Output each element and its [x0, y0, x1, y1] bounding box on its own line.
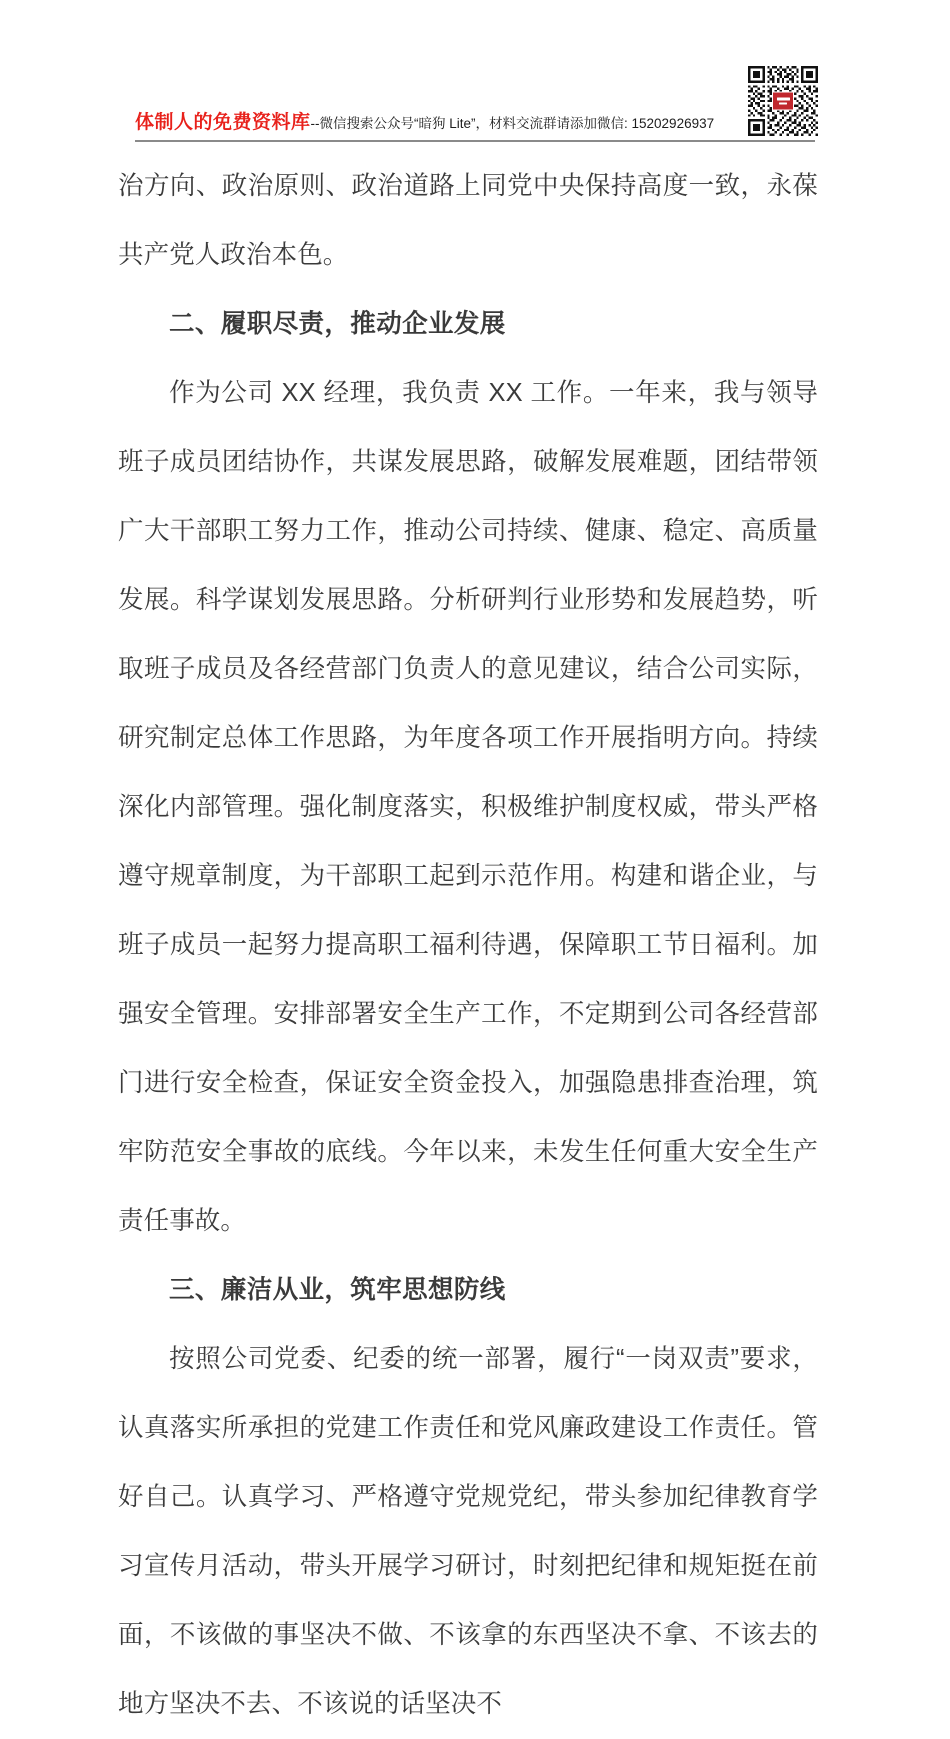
- section-heading-three: 三、廉洁从业，筑牢思想防线: [169, 1276, 506, 1304]
- section-two-paragraph: 作为公司 XX 经理，我负责 XX 工作。一年来，我与领导班子成员团结协作，共谋发展思路，破解发展难题，团结带领广大干部职工努力工作，推动公司持续、健康、稳定、高质量发展。科学谋划发展思路。分析研判行业形势和发展趋势，听取班子成员及各经营部门负责人的意见建议，结合公司实际，研究制定总体工作思路，为年度各项工作开展指明方向。持续深化内部管理。强化制度落实，积极维护制度权威，带头严格遵守规章制度，为干部职工起到示范作用。构建和谐企业，与班子成员一起努力提高职工福利待遇，保障职工节日福利。加强安全管理。安排部署安全生产工作，不定期到公司各经营部门进行安全检查，保证安全资金投入，加强隐患排查治理，筑牢防范安全事故的底线。今年以来，未发生任何重大安全生产责任事故。: [118, 379, 818, 1235]
- section-heading-two: 二、履职尽责，推动企业发展: [169, 310, 506, 338]
- qr-code-icon: [748, 66, 818, 136]
- section-three-paragraph: 按照公司党委、纪委的统一部署，履行“一岗双责”要求，认真落实所承担的党建工作责任和党风廉政建设工作责任。管好自己。认真学习、严格遵守党规党纪，带头参加纪律教育学习宣传月活动，带头开展学习研讨，时刻把纪律和规矩挺在前面，不该做的事坚决不做、不该拿的东西坚决不拿、不该去的地方坚决不去、不该说的话坚决不: [118, 1345, 818, 1718]
- promo-text: --微信搜索公众号“暗狗 Lite”，材料交流群请添加微信: 15202926937: [310, 116, 715, 131]
- qr-center-logo: [772, 92, 794, 111]
- promo-header-band: [135, 60, 815, 142]
- document-body: [118, 152, 818, 1739]
- header-divider: [135, 140, 815, 142]
- paragraph-continued: 治方向、政治原则、政治道路上同党中央保持高度一致，永葆共产党人政治本色。: [118, 172, 818, 269]
- promo-header-line: [135, 113, 815, 134]
- brand-name: 体制人的免费资料库: [135, 112, 311, 133]
